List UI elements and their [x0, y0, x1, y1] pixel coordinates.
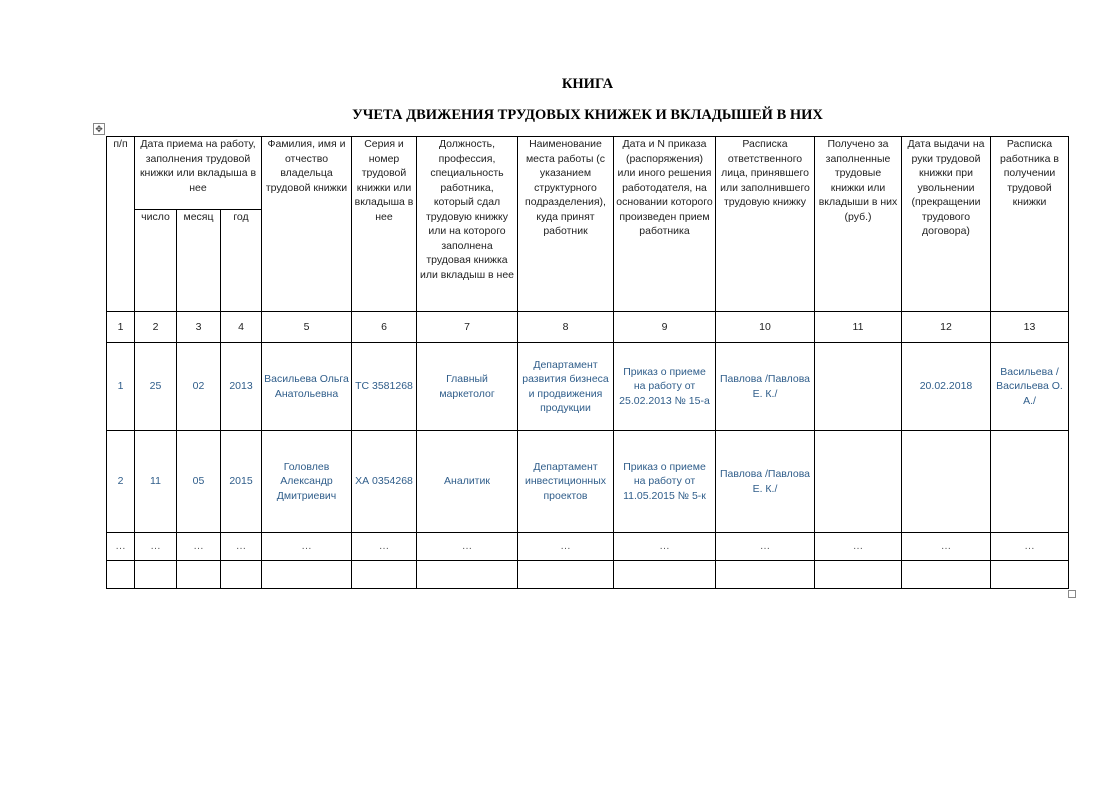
cell-issued: 20.02.2018 — [902, 343, 991, 431]
column-number: 3 — [177, 312, 221, 343]
ellipsis-cell: … — [417, 533, 518, 561]
header-position: Должность, профессия, специальность работника, который сдал трудовую книжку или на которого заполнена трудовая книжка или вкладыш в нее — [417, 137, 518, 312]
cell-workplace: Департамент инвестиционных проектов — [518, 431, 614, 533]
cell-n: 2 — [107, 431, 135, 533]
ellipsis-cell: … — [177, 533, 221, 561]
empty-cell[interactable] — [262, 561, 352, 589]
cell-fio: Васильева Ольга Анатольевна — [262, 343, 352, 431]
empty-cell[interactable] — [352, 561, 417, 589]
table-resize-handle[interactable] — [1068, 590, 1076, 598]
ellipsis-cell: … — [352, 533, 417, 561]
ellipsis-cell: … — [614, 533, 716, 561]
cell-month: 05 — [177, 431, 221, 533]
header-order: Дата и N приказа (распоряжения) или иного решения работодателя, на основании которого произведен прием работника — [614, 137, 716, 312]
column-number: 8 — [518, 312, 614, 343]
header-month: месяц — [177, 210, 221, 312]
cell-employee-receipt — [991, 431, 1069, 533]
column-number: 1 — [107, 312, 135, 343]
cell-n: 1 — [107, 343, 135, 431]
empty-cell[interactable] — [716, 561, 815, 589]
empty-cell[interactable] — [221, 561, 262, 589]
table-move-handle-icon[interactable]: ✥ — [93, 123, 105, 135]
column-number: 10 — [716, 312, 815, 343]
empty-cell[interactable] — [177, 561, 221, 589]
cell-series: ХА 0354268 — [352, 431, 417, 533]
cell-month: 02 — [177, 343, 221, 431]
column-number: 13 — [991, 312, 1069, 343]
header-workplace: Наименование места работы (с указанием структурного подразделения), куда принят работник — [518, 137, 614, 312]
empty-cell[interactable] — [614, 561, 716, 589]
empty-cell[interactable] — [135, 561, 177, 589]
header-employee-receipt: Расписка работника в получении трудовой книжки — [991, 137, 1069, 312]
ellipsis-cell: … — [107, 533, 135, 561]
empty-cell[interactable] — [107, 561, 135, 589]
header-received: Получено за заполненные трудовые книжки или вкладыши в них (руб.) — [815, 137, 902, 312]
column-number: 11 — [815, 312, 902, 343]
column-number: 7 — [417, 312, 518, 343]
cell-fio: Головлев Александр Дмитриевич — [262, 431, 352, 533]
cell-received — [815, 343, 902, 431]
header-issued: Дата выдачи на руки трудовой книжки при увольнении (прекращении трудового договора) — [902, 137, 991, 312]
cell-order: Приказ о приеме на работу от 11.05.2015 № 5-к — [614, 431, 716, 533]
column-number: 6 — [352, 312, 417, 343]
column-number: 2 — [135, 312, 177, 343]
empty-row — [107, 561, 1069, 589]
ledger-table — [106, 136, 1069, 589]
cell-year: 2015 — [221, 431, 262, 533]
ellipsis-cell: … — [815, 533, 902, 561]
ellipsis-cell: … — [221, 533, 262, 561]
header-date-group: Дата приема на работу, заполнения трудовой книжки или вкладыша в нее — [135, 137, 262, 210]
ellipsis-cell: … — [716, 533, 815, 561]
cell-workplace: Департамент развития бизнеса и продвижения продукции — [518, 343, 614, 431]
header-series: Серия и номер трудовой книжки или вкладыша в нее — [352, 137, 417, 312]
cell-position: Главный маркетолог — [417, 343, 518, 431]
empty-cell[interactable] — [902, 561, 991, 589]
ellipsis-cell: … — [991, 533, 1069, 561]
empty-cell[interactable] — [417, 561, 518, 589]
column-number: 4 — [221, 312, 262, 343]
cell-series: ТС 3581268 — [352, 343, 417, 431]
ellipsis-cell: … — [262, 533, 352, 561]
cell-day: 11 — [135, 431, 177, 533]
header-day: число — [135, 210, 177, 312]
cell-responsible: Павлова /Павлова Е. К./ — [716, 343, 815, 431]
document-title: КНИГА — [561, 76, 614, 92]
empty-cell[interactable] — [518, 561, 614, 589]
column-number: 5 — [262, 312, 352, 343]
cell-day: 25 — [135, 343, 177, 431]
cell-responsible: Павлова /Павлова Е. К./ — [716, 431, 815, 533]
table-row — [107, 343, 1069, 431]
cell-received — [815, 431, 902, 533]
cell-order: Приказ о приеме на работу от 25.02.2013 № 15-а — [614, 343, 716, 431]
cell-position: Аналитик — [417, 431, 518, 533]
cell-employee-receipt: Васильева /Васильева О. А./ — [991, 343, 1069, 431]
column-number: 9 — [614, 312, 716, 343]
header-responsible: Расписка ответственного лица, принявшего или заполнившего трудовую книжку — [716, 137, 815, 312]
header-year: год — [221, 210, 262, 312]
cell-year: 2013 — [221, 343, 262, 431]
table-row — [107, 431, 1069, 533]
empty-cell[interactable] — [991, 561, 1069, 589]
ellipsis-cell: … — [902, 533, 991, 561]
header-fio: Фамилия, имя и отчество владельца трудовой книжки — [262, 137, 352, 312]
column-number: 12 — [902, 312, 991, 343]
ellipsis-cell: … — [518, 533, 614, 561]
document-subtitle: УЧЕТА ДВИЖЕНИЯ ТРУДОВЫХ КНИЖЕК И ВКЛАДЫШЕЙ В НИХ — [352, 107, 823, 123]
cell-issued — [902, 431, 991, 533]
header-pp: п/п — [107, 137, 135, 312]
ellipsis-cell: … — [135, 533, 177, 561]
empty-cell[interactable] — [815, 561, 902, 589]
ellipsis-row — [107, 533, 1069, 561]
